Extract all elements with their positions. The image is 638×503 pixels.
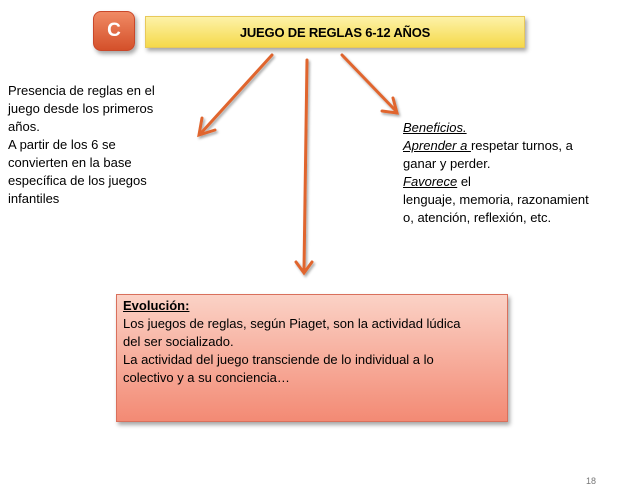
favorece-rest: el [457,174,471,189]
diagram-title [145,16,525,48]
left-line: años. [8,119,40,134]
title-text: JUEGO DE REGLAS 6-12 AÑOS [239,24,431,40]
beneficios-line: o, atención, reflexión, etc. [403,210,552,225]
evolucion-line: Los juegos de reglas, según Piaget, son la actividad lúdica [123,316,461,331]
evolucion-title: Evolución: [123,298,190,313]
page-number: 18 [586,476,597,486]
left-description [8,82,188,208]
beneficios-text [403,119,635,227]
arrow-down [296,60,312,273]
beneficios-heading: Beneficios. [403,120,467,135]
left-line: convierten en la base [8,155,132,170]
arrow-left [199,55,272,135]
left-line: infantiles [8,191,60,206]
evolucion-line: La actividad del juego transciende de lo individual a lo [123,352,434,367]
arrow-right [342,55,397,113]
evolucion-line: del ser socializado. [123,334,234,349]
left-line: Presencia de reglas en el [8,83,155,98]
left-line: juego desde los primeros [8,101,154,116]
favorece-label: Favorece [403,174,458,189]
evolucion-line: colectivo y a su conciencia… [123,370,290,385]
aprender-rest: respetar turnos, a [470,138,573,153]
beneficios-line: ganar y perder. [403,156,491,171]
evolucion-box [116,294,508,422]
badge-letter: C [107,20,121,41]
beneficios-line: lenguaje, memoria, razonamient [403,192,589,207]
section-badge [93,11,135,51]
aprender-label: Aprender a [403,138,471,153]
left-line: A partir de los 6 se [8,137,116,152]
left-line: específica de los juegos [8,173,147,188]
